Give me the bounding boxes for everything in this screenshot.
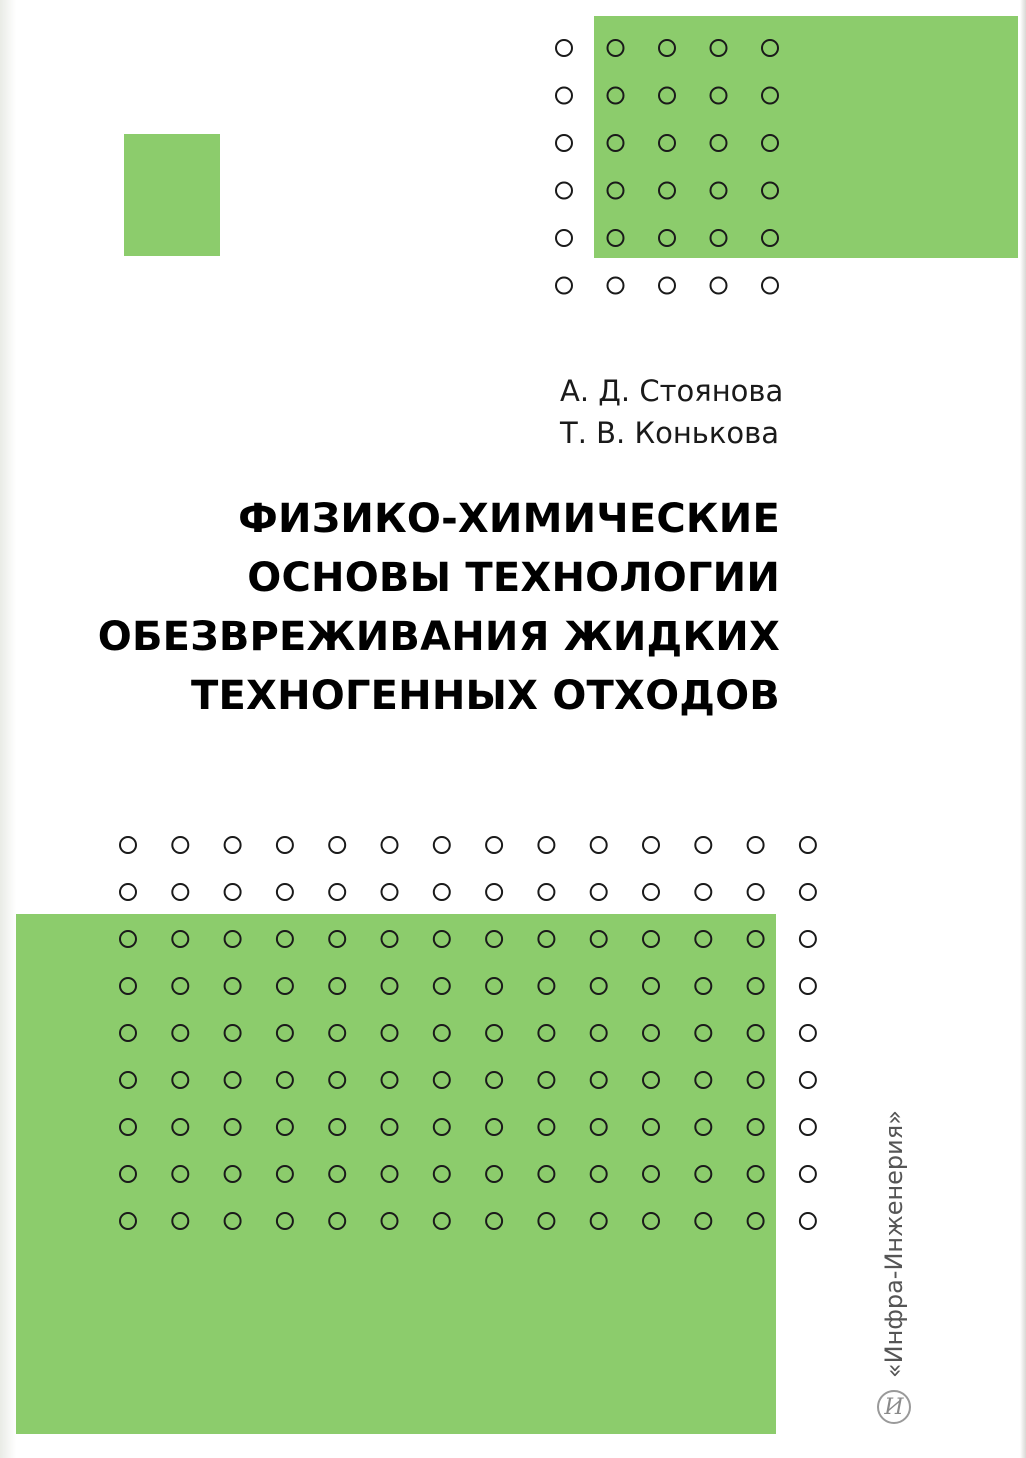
bottom-pattern-circle — [643, 1072, 659, 1088]
top-pattern-circle — [659, 135, 675, 151]
bottom-pattern-circle — [643, 1166, 659, 1182]
bottom-pattern-circle — [434, 1213, 450, 1229]
bottom-pattern-circle — [120, 837, 136, 853]
top-pattern-circle — [659, 40, 675, 56]
bottom-pattern-circle — [538, 978, 554, 994]
bottom-pattern-circle — [382, 1166, 398, 1182]
bottom-pattern-circle — [277, 1072, 293, 1088]
bottom-pattern-circle — [748, 837, 764, 853]
bottom-pattern-circle — [538, 1166, 554, 1182]
bottom-pattern-circle — [225, 1025, 241, 1041]
bottom-pattern-circle — [382, 1119, 398, 1135]
bottom-pattern-circle — [538, 1213, 554, 1229]
bottom-pattern-circle — [538, 931, 554, 947]
top-pattern-circle — [556, 88, 572, 104]
bottom-pattern-circle — [643, 1119, 659, 1135]
bottom-pattern-circle — [643, 837, 659, 853]
top-pattern-circle — [659, 278, 675, 294]
bottom-pattern-circle — [591, 978, 607, 994]
bottom-pattern-circle — [748, 1119, 764, 1135]
top-pattern-circle — [762, 88, 778, 104]
bottom-pattern-circle — [800, 931, 816, 947]
top-pattern-circle — [556, 230, 572, 246]
bottom-pattern-circle — [748, 1166, 764, 1182]
top-pattern-circle — [711, 135, 727, 151]
bottom-pattern-circle — [329, 1166, 345, 1182]
bottom-pattern-circle — [800, 1119, 816, 1135]
bottom-pattern-circle — [329, 931, 345, 947]
bottom-pattern-circle — [225, 1119, 241, 1135]
bottom-pattern-circle — [277, 1025, 293, 1041]
bottom-pattern-circle — [591, 931, 607, 947]
bottom-pattern-circle — [591, 1025, 607, 1041]
publisher-logo-icon: И — [877, 1390, 911, 1424]
bottom-pattern-circle — [486, 884, 502, 900]
bottom-pattern-circle — [434, 931, 450, 947]
bottom-pattern-circle — [486, 837, 502, 853]
bottom-pattern-circle — [748, 931, 764, 947]
bottom-pattern-circle — [225, 931, 241, 947]
bottom-pattern-circle — [172, 1119, 188, 1135]
bottom-pattern-circle — [591, 837, 607, 853]
bottom-pattern-circle — [225, 884, 241, 900]
author-1: А. Д. Стоянова — [560, 374, 784, 408]
bottom-pattern-circle — [382, 884, 398, 900]
bottom-pattern-circle — [695, 1119, 711, 1135]
bottom-pattern-circle — [800, 1072, 816, 1088]
bottom-pattern-circle — [225, 978, 241, 994]
bottom-pattern-circle — [434, 837, 450, 853]
bottom-pattern-circle — [643, 978, 659, 994]
bottom-pattern-circle — [120, 978, 136, 994]
bottom-pattern-circle — [120, 1072, 136, 1088]
bottom-pattern-circle — [277, 1166, 293, 1182]
bottom-pattern-circle — [329, 978, 345, 994]
bottom-pattern-circle — [434, 1166, 450, 1182]
bottom-pattern-circle — [382, 978, 398, 994]
authors-block — [560, 370, 860, 454]
bottom-pattern-circle — [434, 1119, 450, 1135]
book-title — [20, 490, 780, 726]
bottom-pattern-circle — [329, 1119, 345, 1135]
bottom-pattern-circle — [329, 884, 345, 900]
bottom-pattern-circle — [277, 1119, 293, 1135]
bottom-pattern-circle — [486, 1166, 502, 1182]
top-pattern-circle — [659, 88, 675, 104]
bottom-pattern-circle — [643, 1025, 659, 1041]
bottom-pattern-circle — [591, 1119, 607, 1135]
bottom-pattern-circle — [695, 837, 711, 853]
top-pattern-circle — [762, 40, 778, 56]
title-line-3: ОБЕЗВРЕЖИВАНИЯ ЖИДКИХ — [97, 614, 780, 660]
bottom-pattern-circle — [382, 931, 398, 947]
bottom-pattern-circle — [748, 1072, 764, 1088]
bottom-pattern-circle — [329, 837, 345, 853]
top-pattern-circle — [556, 40, 572, 56]
bottom-pattern-circle — [120, 1119, 136, 1135]
top-pattern-circle — [762, 278, 778, 294]
bottom-pattern-circle — [486, 1072, 502, 1088]
top-pattern-circle — [762, 135, 778, 151]
top-pattern-circle — [659, 230, 675, 246]
bottom-pattern-circle — [538, 884, 554, 900]
bottom-pattern-circle — [172, 837, 188, 853]
bottom-pattern-circle — [329, 1072, 345, 1088]
bottom-pattern-circle — [748, 1025, 764, 1041]
top-pattern-circle — [659, 183, 675, 199]
bottom-pattern-circle — [329, 1213, 345, 1229]
bottom-pattern-circle — [800, 837, 816, 853]
top-pattern-circle — [608, 183, 624, 199]
author-2: Т. В. Конькова — [560, 416, 779, 450]
bottom-pattern-circle — [225, 837, 241, 853]
bottom-pattern-circle — [800, 1213, 816, 1229]
bottom-pattern-circle — [538, 1119, 554, 1135]
bottom-pattern-circle — [120, 1025, 136, 1041]
bottom-pattern-circle — [748, 978, 764, 994]
bottom-pattern-circle — [486, 1213, 502, 1229]
bottom-pattern-circle — [434, 884, 450, 900]
title-line-4: ТЕХНОГЕННЫХ ОТХОДОВ — [191, 673, 780, 719]
top-pattern-circle — [556, 183, 572, 199]
bottom-pattern-circle — [591, 1213, 607, 1229]
bottom-pattern-circle — [538, 837, 554, 853]
top-pattern-circle — [608, 135, 624, 151]
bottom-pattern-circle — [695, 1072, 711, 1088]
bottom-pattern-circle — [748, 884, 764, 900]
bottom-pattern-circle — [172, 978, 188, 994]
bottom-pattern-circle — [382, 1213, 398, 1229]
bottom-pattern-circle — [591, 1166, 607, 1182]
bottom-pattern-circle — [172, 1213, 188, 1229]
bottom-pattern-circle — [172, 884, 188, 900]
publisher-imprint — [874, 1004, 914, 1424]
bottom-pattern-circle — [800, 1025, 816, 1041]
top-pattern-circle — [608, 40, 624, 56]
bottom-pattern-circle — [643, 931, 659, 947]
bottom-pattern-circle — [120, 1213, 136, 1229]
bottom-pattern-circle — [120, 1166, 136, 1182]
bottom-pattern-circle — [800, 978, 816, 994]
top-pattern-circle — [762, 230, 778, 246]
top-pattern-circle — [608, 278, 624, 294]
top-pattern-circle — [762, 183, 778, 199]
bottom-pattern-circle — [643, 884, 659, 900]
bottom-pattern-circle — [591, 1072, 607, 1088]
bottom-pattern-circle — [277, 884, 293, 900]
bottom-pattern-circle — [800, 884, 816, 900]
bottom-pattern-circle — [120, 931, 136, 947]
top-pattern-circle — [711, 88, 727, 104]
top-pattern-circle — [556, 135, 572, 151]
bottom-pattern-circle — [643, 1213, 659, 1229]
bottom-pattern-circle — [434, 978, 450, 994]
bottom-pattern-circle — [486, 1025, 502, 1041]
top-pattern-circle — [608, 88, 624, 104]
bottom-pattern-circle — [434, 1025, 450, 1041]
bottom-pattern-circle — [329, 1025, 345, 1041]
bottom-pattern-circle — [538, 1072, 554, 1088]
bottom-pattern-circle — [695, 1166, 711, 1182]
top-pattern-circle — [608, 230, 624, 246]
bottom-pattern-circle — [748, 1213, 764, 1229]
title-line-1: ФИЗИКО-ХИМИЧЕСКИЕ — [238, 496, 780, 542]
bottom-pattern-circle — [538, 1025, 554, 1041]
bottom-pattern-circle — [225, 1213, 241, 1229]
bottom-pattern-circle — [695, 978, 711, 994]
title-line-2: ОСНОВЫ ТЕХНОЛОГИИ — [247, 555, 780, 601]
bottom-pattern-circle — [172, 931, 188, 947]
bottom-pattern-circle — [591, 884, 607, 900]
bottom-pattern-circle — [172, 1072, 188, 1088]
bottom-pattern-circle — [486, 931, 502, 947]
bottom-pattern-circle — [277, 978, 293, 994]
bottom-pattern-circle — [277, 931, 293, 947]
bottom-pattern-circle — [172, 1166, 188, 1182]
bottom-pattern-circle — [277, 837, 293, 853]
bottom-pattern-circle — [695, 884, 711, 900]
bottom-pattern-circle — [277, 1213, 293, 1229]
bottom-pattern-circle — [486, 978, 502, 994]
bottom-pattern-circle — [486, 1119, 502, 1135]
top-pattern-circle — [711, 278, 727, 294]
bottom-pattern-circle — [382, 1025, 398, 1041]
top-pattern-circle — [556, 278, 572, 294]
bottom-pattern-circle — [695, 1213, 711, 1229]
bottom-pattern-circle — [120, 884, 136, 900]
top-pattern-circle — [711, 40, 727, 56]
bottom-pattern-circle — [695, 1025, 711, 1041]
bottom-pattern-circle — [382, 1072, 398, 1088]
top-pattern-circle — [711, 230, 727, 246]
bottom-pattern-circle — [695, 931, 711, 947]
bottom-pattern-circle — [225, 1166, 241, 1182]
bottom-pattern-circle — [382, 837, 398, 853]
bottom-pattern-circle — [800, 1166, 816, 1182]
bottom-pattern-circle — [172, 1025, 188, 1041]
bottom-pattern-circle — [434, 1072, 450, 1088]
publisher-name: «Инфра-Инженерия» — [880, 1110, 908, 1378]
top-pattern-circle — [711, 183, 727, 199]
bottom-pattern-circle — [225, 1072, 241, 1088]
